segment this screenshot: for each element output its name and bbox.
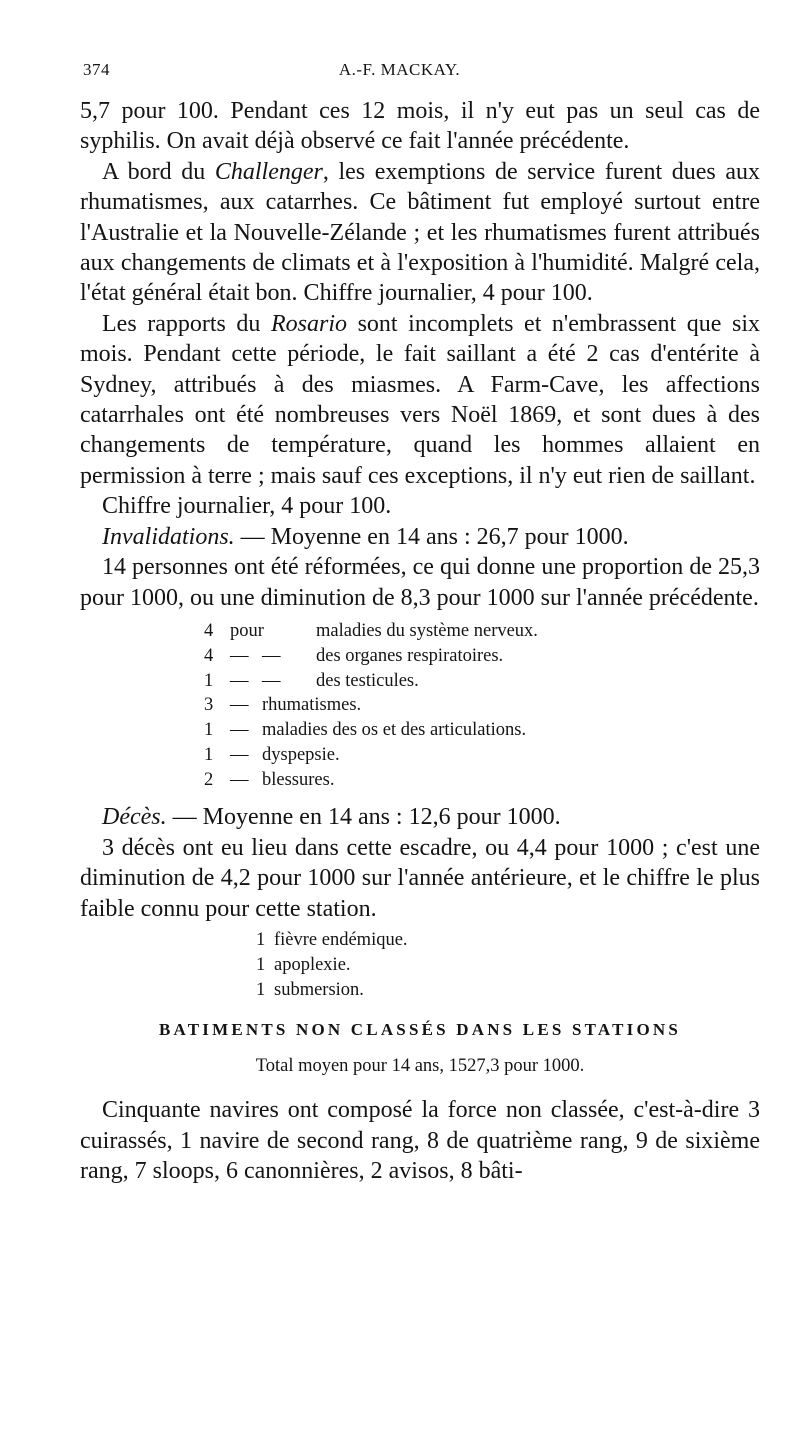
item-count: 4	[204, 620, 214, 641]
text-run: , les exemptions de service furent dues aux rhumatismes, aux catarrhes. Ce bâtiment fut employé surtout entre l'Australie et la Nouvelle-Zélande ; et les rhumatismes furent attribués aux changements de climats et à l'exposition à l'humidité. Malgré cela, l'état général était bon. Chiffre journalier, 4 pour 100.	[80, 158, 760, 307]
text-run: — Moyenne en 14 ans : 12,6 pour 1000.	[166, 804, 561, 831]
list-item	[256, 978, 760, 1003]
list-item	[256, 928, 760, 953]
item-count: 1	[204, 720, 214, 741]
text-run: — Moyenne en 14 ans : 26,7 pour 1000.	[234, 523, 629, 550]
list-item	[204, 768, 760, 793]
running-title: A.-F. MACKAY.	[338, 60, 461, 79]
item-ditto: —	[262, 645, 281, 666]
paragraph-invalidations-heading	[80, 522, 760, 552]
body-text	[80, 96, 760, 1187]
deaths-label: Décès.	[102, 804, 167, 831]
list-item	[204, 619, 760, 644]
text-run: sont incomplets et n'embrassent que six mois. Pendant cette période, le fait saillant a été 2 cas d'entérite à Sydney, attribués à des miasmes. A Farm-Cave, les affections catarrhales ont été nombreuses vers Noël 1869, et sont dues à des changements de température, quand les hommes allaient en permission à terre ; mais sauf ces exceptions, il n'y eut rien de saillant.	[80, 310, 761, 489]
paragraph-daily-rate: Chiffre journalier, 4 pour 100.	[102, 493, 392, 520]
list-item	[204, 718, 760, 743]
deaths-list	[256, 928, 760, 1002]
paragraph-invalidations: 14 personnes ont été réformées, ce qui donne une proportion de 25,3 pour 1000, ou une diminution de 8,3 pour 1000 sur l'année précédente.	[80, 554, 760, 611]
ship-name-rosario: Rosario	[271, 310, 348, 337]
item-count: 1	[256, 979, 266, 1000]
item-ditto	[262, 619, 316, 644]
paragraph-unclassified-ships: Cinquante navires ont composé la force non classée, c'est-à-dire 3 cuirassés, 1 navire de second rang, 8 de quatrième rang, 9 de sixième rang, 7 sloops, 6 canonnières, 2 avisos, 8 bâti-	[80, 1097, 760, 1185]
item-text: des organes respiratoires.	[316, 645, 504, 666]
page-header	[83, 60, 716, 86]
list-item	[204, 669, 760, 694]
item-text: des testicules.	[316, 670, 419, 691]
paragraph-rosario	[80, 309, 760, 491]
item-count: 2	[204, 769, 214, 790]
item-ditto: —	[230, 670, 249, 691]
item-ditto: —	[230, 744, 249, 765]
text-run: Les rapports du	[102, 310, 271, 337]
item-text: maladies du système nerveux.	[316, 620, 538, 641]
item-text: blessures.	[262, 769, 335, 790]
invalidations-list	[204, 619, 760, 793]
item-text: submersion.	[274, 979, 364, 1000]
item-ditto: —	[230, 720, 249, 741]
item-count: 3	[204, 695, 214, 716]
item-text: dyspepsie.	[262, 744, 340, 765]
section-heading: BATIMENTS NON CLASSÉS DANS LES STATIONS	[158, 1019, 682, 1039]
item-text: apoplexie.	[274, 954, 351, 975]
item-count: 1	[256, 954, 266, 975]
section-subheading: Total moyen pour 14 ans, 1527,3 pour 1000.	[255, 1055, 585, 1076]
page-number: 374	[83, 60, 110, 79]
item-ditto: —	[230, 769, 249, 790]
list-item	[204, 693, 760, 718]
list-item	[256, 953, 760, 978]
item-count: 1	[204, 670, 214, 691]
item-text: maladies des os et des articulations.	[262, 720, 527, 741]
paragraph-deaths-heading	[80, 802, 760, 832]
text-run: A bord du	[102, 158, 215, 185]
invalidations-label: Invalidations.	[102, 523, 235, 550]
list-item	[204, 743, 760, 768]
item-ditto: —	[230, 645, 249, 666]
item-text: rhumatismes.	[262, 695, 362, 716]
list-item	[204, 644, 760, 669]
ship-name-challenger: Challenger	[214, 158, 323, 185]
item-count: 1	[256, 930, 266, 951]
item-ditto: —	[262, 670, 281, 691]
item-text: fièvre endémique.	[274, 930, 408, 951]
item-count: 1	[204, 744, 214, 765]
item-ditto: —	[230, 695, 249, 716]
paragraph-deaths: 3 décès ont eu lieu dans cette escadre, ou 4,4 pour 1000 ; c'est une diminution de 4,2 pour 1000 sur l'année antérieure, et le chiffre le plus faible connu pour cette station.	[80, 834, 760, 922]
paragraph-challenger	[80, 157, 760, 309]
item-unit: pour	[230, 620, 264, 641]
paragraph-continuation: 5,7 pour 100. Pendant ces 12 mois, il n'y eut pas un seul cas de syphilis. On avait déjà observé ce fait l'année précédente.	[80, 98, 760, 155]
item-count: 4	[204, 645, 214, 666]
